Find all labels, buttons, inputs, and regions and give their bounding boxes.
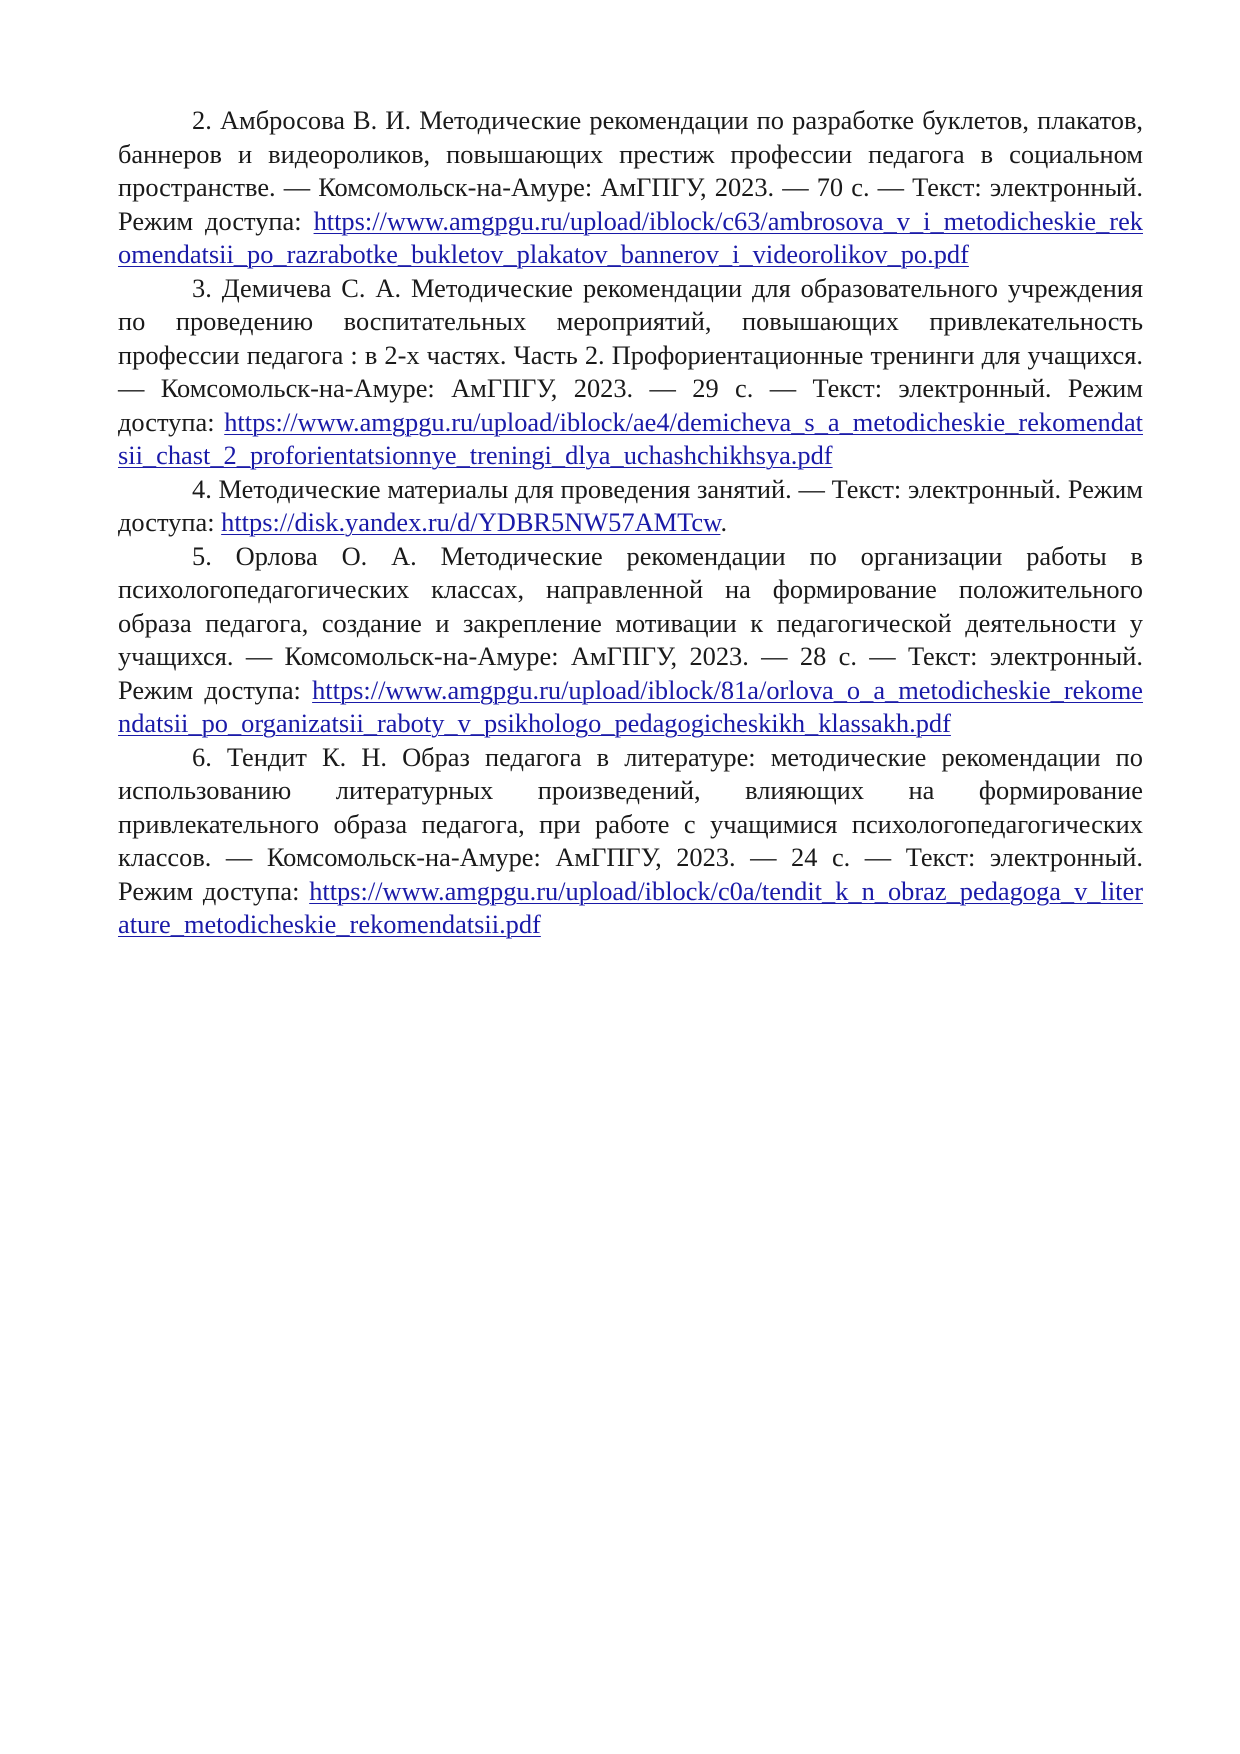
reference-text: 3. Демичева С. А. Методические рекомендации для образовательного учреждения по проведению воспитательных мероприятий, повышающих привлекательность профессии педагога : в 2-х частях. Часть 2. Профориентационные тренинги для учащихся. — Комсомольск-на-Амуре: АмГПГУ, 2023. — 29 с. — Текст: электронный. Режим доступа: (118, 272, 1143, 437)
reference-link[interactable]: https://www.amgpgu.ru/upload/iblock/c0a/tendit_k_n_obraz_pedagoga_v_literature_metodicheskie_rekomendatsii.pdf (118, 875, 1143, 939)
reference-text: 2. Амбросова В. И. Методические рекомендации по разработке буклетов, плакатов, баннеров и видеороликов, повышающих престиж профессии педагога в социальном пространстве. — Комсомольск-на-Амуре: АмГПГУ, 2023. — 70 с. — Текст: электронный. Режим доступа: (118, 105, 1143, 236)
reference-link[interactable]: https://www.amgpgu.ru/upload/iblock/c63/ambrosova_v_i_metodicheskie_rekomendatsii_po_razrabotke_bukletov_plakatov_bannerov_i_videorolikov_po.pdf (118, 205, 1143, 269)
reference-item-4 (118, 473, 1143, 540)
reference-text: 5. Орлова О. А. Методические рекомендации по организации работы в психологопедагогических классах, направленной на формирование положительного образа педагога, создание и закрепление мотивации к педагогической деятельности у учащихся. — Комсомольск-на-Амуре: АмГПГУ, 2023. — 28 с. — Текст: электронный. Режим доступа: (118, 540, 1143, 705)
reference-item-6 (118, 741, 1143, 942)
reference-item-5 (118, 540, 1143, 741)
reference-tail: . (720, 507, 728, 537)
reference-link[interactable]: https://www.amgpgu.ru/upload/iblock/81a/orlova_o_a_metodicheskie_rekomendatsii_po_organizatsii_raboty_v_psikhologo_pedagogicheskikh_klassakh.pdf (118, 674, 1143, 738)
reference-list (118, 104, 1143, 942)
reference-text: 6. Тендит К. Н. Образ педагога в литературе: методические рекомендации по использованию литературных произведений, влияющих на формирование привлекательного образа педагога, при работе с учащимися психологопедагогических классов. — Комсомольск-на-Амуре: АмГПГУ, 2023. — 24 с. — Текст: электронный. Режим доступа: (118, 741, 1143, 906)
reference-link[interactable]: https://www.amgpgu.ru/upload/iblock/ae4/demicheva_s_a_metodicheskie_rekomendatsii_chast_2_proforientatsionnye_treningi_dlya_uchashchikhsya.pdf (118, 406, 1143, 470)
reference-text: 4. Методические материалы для проведения занятий. — Текст: электронный. Режим доступа: (118, 473, 1143, 537)
reference-item-3 (118, 272, 1143, 473)
reference-item-2 (118, 104, 1143, 272)
reference-link[interactable]: https://disk.yandex.ru/d/YDBR5NW57AMTcw (221, 507, 721, 537)
